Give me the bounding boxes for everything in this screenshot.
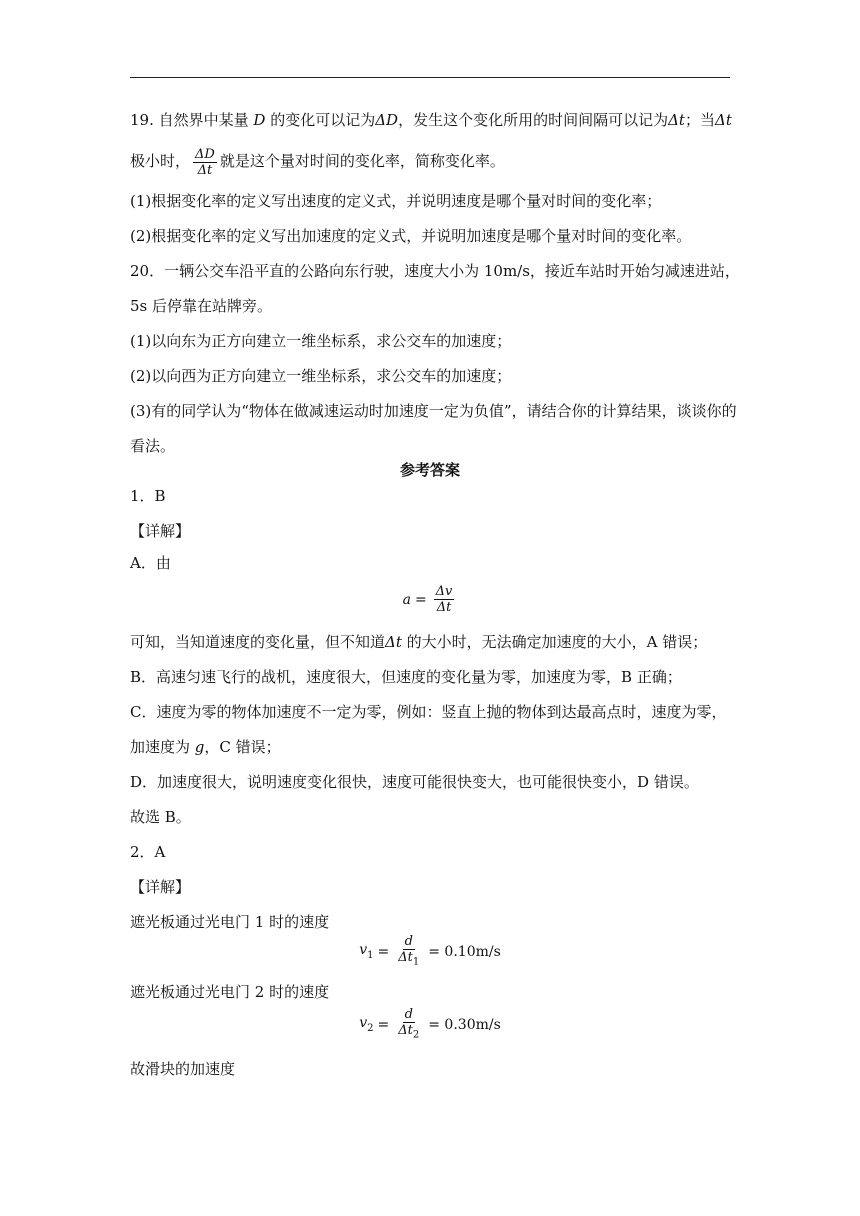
- rate-fraction: $\frac{\Delta D}{\Delta t}$: [195, 146, 215, 178]
- answer-1-c-text-2: 加速度为 g，C 错误；: [130, 738, 281, 756]
- answer-1-head: 1．B: [130, 487, 166, 505]
- formula-v2: $v_2$ = $\frac{d}{\Delta t_2}$ = 0.30m/s: [359, 1007, 501, 1041]
- answer-1-a-intro: A．由: [130, 554, 171, 572]
- formula-v1: $v_1$ = $\frac{d}{\Delta t_1}$ = 0.10m/s: [359, 934, 501, 968]
- answer-2-text-3: 故滑块的加速度: [130, 1060, 236, 1078]
- answer-1-b-text: B．高速匀速飞行的战机，速度很大，但速度的变化量为零，加速度为零，B 正确；: [130, 668, 682, 686]
- answer-1-c-text-1: C．速度为零的物体加速度不一定为零，例如：竖直上抛的物体到达最高点时，速度为零，: [130, 703, 727, 721]
- q20-part-3a: (3)有的同学认为“物体在做减速运动时加速度一定为负值”，请结合你的计算结果，谈谈你的: [130, 402, 737, 420]
- answer-1-a-text: 可知，当知道速度的变化量，但不知道Δt 的大小时，无法确定加速度的大小，A 错误；: [130, 633, 708, 651]
- answer-1-choice: 故选 B。: [130, 808, 191, 826]
- q19-part-1: (1)根据变化率的定义写出速度的定义式，并说明速度是哪个量对时间的变化率；: [130, 192, 662, 210]
- header-rule: [130, 77, 730, 78]
- q19-line-2: 极小时， $\frac{\Delta D}{\Delta t}$ 就是这个量对时间的变化率，简称变化率。: [130, 146, 505, 178]
- q19-part-2: (2)根据变化率的定义写出加速度的定义式，并说明加速度是哪个量对时间的变化率。: [130, 227, 692, 245]
- formula-a-equals-dv-dt: a = $\frac{\Delta v}{\Delta t}$: [402, 584, 453, 615]
- q20-part-1: (1)以向东为正方向建立一维坐标系，求公交车的加速度；: [130, 332, 512, 350]
- q19-line-1: 19. 自然界中某量 D 的变化可以记为ΔD，发生这个变化所用的时间间隔可以记为Δt；当Δt: [130, 111, 732, 129]
- q20-line-2: 5s 后停靠在站牌旁。: [130, 297, 273, 315]
- answer-2-text-1: 遮光板通过光电门 1 时的速度: [130, 913, 330, 931]
- answer-2-detail-label: 【详解】: [130, 878, 191, 896]
- answer-1-d-text: D．加速度很大，说明速度变化很快，速度可能很快变大，也可能很快变小，D 错误。: [130, 773, 699, 791]
- q20-part-3b: 看法。: [130, 437, 176, 455]
- q20-line-1: 20．一辆公交车沿平直的公路向东行驶，速度大小为 10m/s，接近车站时开始匀减速进站，: [130, 262, 740, 280]
- answer-2-text-2: 遮光板通过光电门 2 时的速度: [130, 983, 330, 1001]
- q20-part-2: (2)以向西为正方向建立一维坐标系，求公交车的加速度；: [130, 367, 512, 385]
- answer-2-head: 2．A: [130, 843, 166, 861]
- answers-title: 参考答案: [399, 461, 460, 479]
- answer-1-detail-label: 【详解】: [130, 522, 191, 540]
